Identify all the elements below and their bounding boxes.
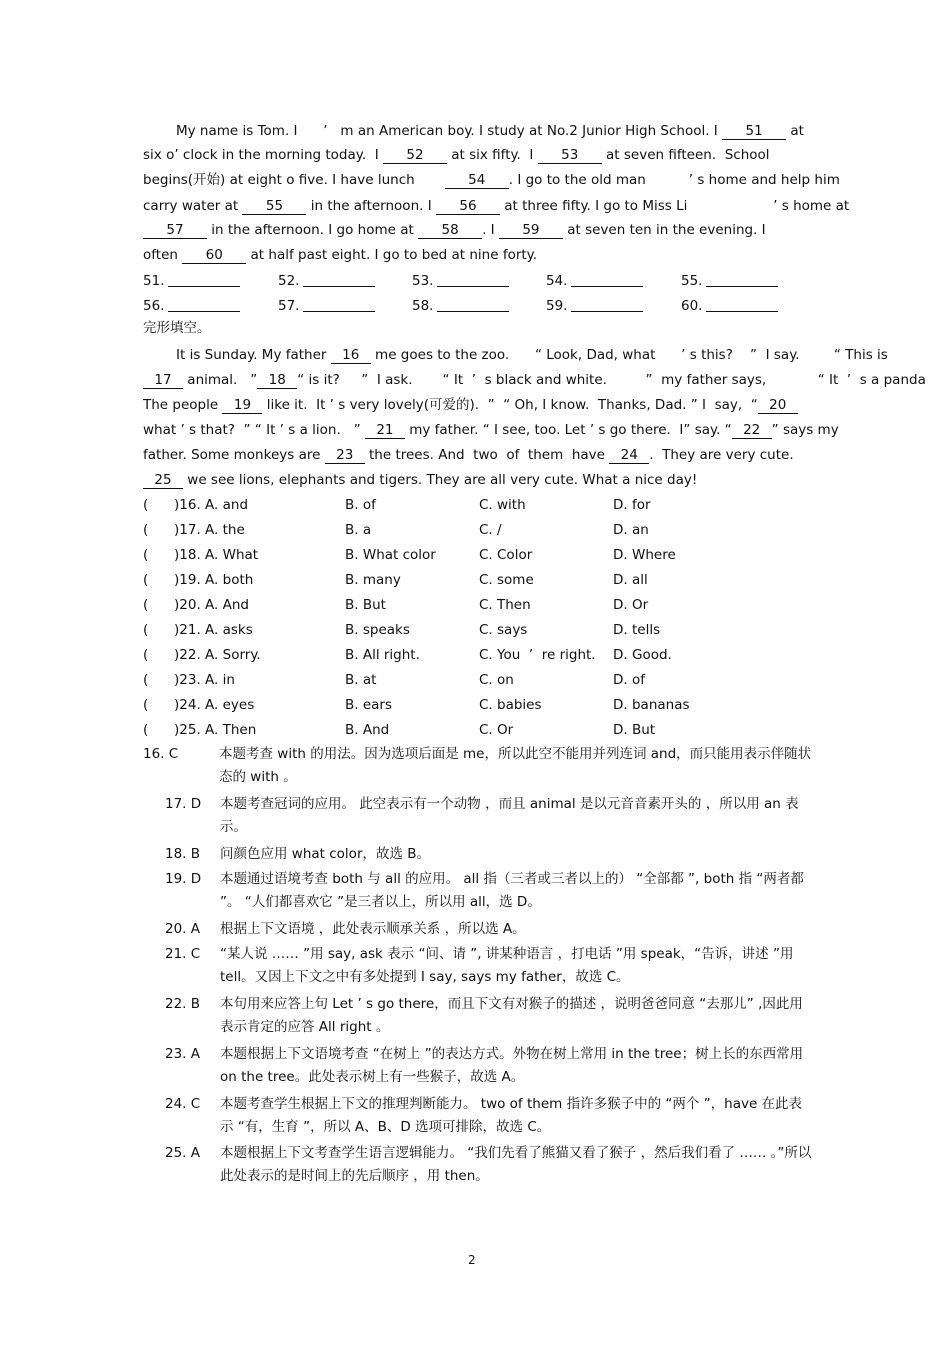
- answer-blank[interactable]: [681, 272, 778, 290]
- answer-blank-label: 53.: [412, 273, 434, 289]
- question-option-c: C. /: [479, 522, 502, 538]
- answer-key: 16. C: [143, 746, 179, 762]
- blank-number: 58: [418, 222, 482, 239]
- answer-blank[interactable]: [143, 297, 240, 315]
- explanation-text: 本题考查学生根据上下文的推理判断能力。 two of them 指许多猴子中的 “两个 ”，have 在此表示 “有，生育 ”，所以 A、B、D 选项可排除，故选 C。: [220, 1096, 803, 1135]
- question-option-a: ( )23. A. in: [143, 672, 235, 688]
- answer-blank-label: 57.: [278, 298, 300, 314]
- question-option-c: C. says: [479, 622, 528, 638]
- answer-explanation: [165, 868, 815, 914]
- answer-blank[interactable]: [278, 297, 375, 315]
- question-option-d: D. Good.: [613, 647, 672, 663]
- answer-blank-line: [706, 272, 778, 287]
- answer-key: 23. A: [165, 1046, 200, 1062]
- blank-number: 22: [732, 422, 772, 439]
- explanation-text: 本题考查 with 的用法。因为选项后面是 me，所以此空不能用并列连词 and，而只能用表示伴随状态的 with 。: [219, 746, 812, 785]
- answer-blank-label: 55.: [681, 273, 703, 289]
- question-option-d: D. for: [613, 497, 651, 513]
- question-option-c: C. babies: [479, 697, 542, 713]
- question-option-a: ( )17. A. the: [143, 522, 245, 538]
- blank-number: 17: [143, 372, 183, 389]
- question-option-b: B. All right.: [345, 647, 420, 663]
- question-option-b: B. many: [345, 572, 401, 588]
- passage-text: me goes to the zoo. “ Look, Dad, what ’ s this? ” I say. “ This is: [370, 347, 888, 363]
- blank-number: 55: [242, 198, 306, 215]
- blank-number: 19: [222, 397, 262, 414]
- passage-text: we see lions, elephants and tigers. They are all very cute. What a nice day!: [183, 472, 698, 488]
- answer-blank[interactable]: [412, 272, 509, 290]
- answer-blank-line: [437, 297, 509, 312]
- question-option-d: D. Where: [613, 547, 676, 563]
- answer-blank[interactable]: [546, 297, 643, 315]
- answer-blank[interactable]: [546, 272, 643, 290]
- explanation-text: “某人说 …… ”用 say, ask 表示 “问、请 ”, 讲某种语言 ，打电话 ”用 speak，“告诉，讲述 ”用 tell。又因上下文之中有多处提到 I say, says my father，故选 C。: [220, 946, 794, 985]
- passage-text: father. Some monkeys are: [143, 447, 325, 463]
- question-option-d: D. an: [613, 522, 649, 538]
- answer-key: 21. C: [165, 946, 201, 962]
- answer-explanation: [165, 1142, 815, 1188]
- blank-number: 20: [758, 397, 798, 414]
- question-option-a: ( )22. A. Sorry.: [143, 647, 261, 663]
- question-option-c: C. with: [479, 497, 526, 513]
- question-option-a: ( )16. A. and: [143, 497, 249, 513]
- blank-number: 16: [331, 347, 371, 364]
- answer-key: 24. C: [165, 1096, 201, 1112]
- answer-explanation: [165, 1043, 815, 1089]
- passage-line: [143, 171, 840, 189]
- passage-text: at: [786, 123, 804, 139]
- passage-text: often: [143, 247, 183, 263]
- passage-text: at seven ten in the evening. I: [562, 222, 766, 238]
- question-option-d: D. of: [613, 672, 645, 688]
- passage-text: my father. “ I see, too. Let ’ s go there. I” say. “: [404, 422, 732, 438]
- passage-text: ” says my: [771, 422, 839, 438]
- question-option-b: B. at: [345, 672, 377, 688]
- explanation-text: 本句用来应答上句 Let ’ s go there，而且下文有对猴子的描述 ，说明爸爸同意 “去那儿” ,因此用表示肯定的应答 All right 。: [220, 996, 803, 1035]
- blank-number: 54: [445, 172, 509, 189]
- explanation-text: 本题根据上下文语境考查 “在树上 ”的表达方式。外物在树上常用 in the tree；树上长的东西常用 on the tree。此处表示树上有一些猴子，故选 A。: [220, 1046, 804, 1085]
- passage-line: [143, 246, 537, 264]
- question-option-b: B. But: [345, 597, 386, 613]
- blank-number: 60: [182, 247, 246, 264]
- answer-blank-label: 54.: [546, 273, 568, 289]
- answer-blank[interactable]: [278, 272, 375, 290]
- question-option-a: ( )20. A. And: [143, 597, 249, 613]
- passage-text: the trees. And two of them have: [364, 447, 610, 463]
- question-option-b: B. ears: [345, 697, 393, 713]
- answer-blank-label: 51.: [143, 273, 165, 289]
- answer-blank-label: 52.: [278, 273, 300, 289]
- explanation-text: 本题通过语境考查 both 与 all 的应用。 all 指（三者或三者以上的） “全部都 ”, both 指 “两者都 ”。 “人们都喜欢它 ”是三者以上，所以用 all，选 D。: [220, 871, 804, 910]
- question-option-d: D. bananas: [613, 697, 690, 713]
- blank-number: 24: [609, 447, 649, 464]
- passage-text: . I go to the old man ’ s home and help him: [508, 172, 840, 188]
- answer-blank-line: [303, 272, 375, 287]
- answer-blank-label: 58.: [412, 298, 434, 314]
- question-option-d: D. But: [613, 722, 656, 738]
- passage-text: The people: [143, 397, 223, 413]
- answer-explanation: [165, 943, 815, 989]
- answer-blank-label: 56.: [143, 298, 165, 314]
- question-option-c: C. on: [479, 672, 514, 688]
- question-option-b: B. And: [345, 722, 390, 738]
- passage-line: [143, 421, 839, 439]
- passage-text: at three fifty. I go to Miss Li ’ s home at: [499, 198, 850, 214]
- answer-key: 18. B: [165, 846, 201, 862]
- answer-blank-label: 59.: [546, 298, 568, 314]
- question-option-d: D. tells: [613, 622, 661, 638]
- answer-blank[interactable]: [143, 272, 240, 290]
- passage-text: . They are very cute.: [649, 447, 794, 463]
- answer-key: 17. D: [165, 796, 202, 812]
- passage-line: [143, 396, 798, 414]
- passage-text: at six fifty. I: [446, 147, 538, 163]
- answer-blank-line: [168, 297, 240, 312]
- section-title: 完形填空。: [143, 320, 211, 336]
- passage-text: My name is Tom. I ’ m an American boy. I study at No.2 Junior High School. I: [176, 123, 723, 139]
- question-option-c: C. You ’ re right.: [479, 647, 596, 663]
- explanation-text: 问颜色应用 what color，故选 B。: [220, 846, 431, 862]
- question-option-b: B. a: [345, 522, 372, 538]
- answer-blank-line: [303, 297, 375, 312]
- passage-line: [176, 346, 888, 364]
- passage-text: at seven fifteen. School: [601, 147, 770, 163]
- answer-blank-label: 60.: [681, 298, 703, 314]
- question-option-b: B. speaks: [345, 622, 410, 638]
- answer-explanation: [165, 1093, 815, 1139]
- answer-key: 19. D: [165, 871, 202, 887]
- question-option-b: B. What color: [345, 547, 436, 563]
- question-option-b: B. of: [345, 497, 376, 513]
- passage-text: in the afternoon. I go home at: [207, 222, 419, 238]
- answer-explanation: [165, 793, 815, 839]
- passage-text: what ’ s that? ” “ It ’ s a lion. ”: [143, 422, 365, 438]
- explanation-text: 本题考查冠词的应用。 此空表示有一个动物 ，而且 animal 是以元音音素开头的 ，所以用 an 表示。: [220, 796, 799, 835]
- passage-line: [143, 146, 770, 164]
- passage-line: [143, 446, 794, 464]
- passage-line: [143, 197, 849, 215]
- answer-blank-line: [168, 272, 240, 287]
- passage-text: at half past eight. I go to bed at nine forty.: [246, 247, 538, 263]
- blank-number: 18: [257, 372, 297, 389]
- explanation-text: 根据上下文语境 ，此处表示顺承关系 ，所以选 A。: [220, 921, 526, 937]
- passage-text: in the afternoon. I: [306, 198, 436, 214]
- answer-key: 22. B: [165, 996, 201, 1012]
- blank-number: 52: [383, 147, 447, 164]
- passage-line: [143, 371, 926, 389]
- passage-line: [143, 471, 697, 489]
- answer-explanation: [165, 918, 815, 941]
- question-option-c: C. Then: [479, 597, 531, 613]
- answer-key: 25. A: [165, 1145, 200, 1161]
- passage-line: [176, 122, 804, 140]
- answer-blank[interactable]: [681, 297, 778, 315]
- passage-text: . I: [482, 222, 499, 238]
- blank-number: 23: [325, 447, 365, 464]
- question-option-c: C. Color: [479, 547, 533, 563]
- question-option-a: ( )25. A. Then: [143, 722, 257, 738]
- blank-number: 51: [722, 123, 786, 140]
- blank-number: 56: [436, 198, 500, 215]
- answer-explanation: [165, 993, 815, 1039]
- passage-text: “ is it? ” I ask. “ It ’ s black and white. ” my father says, “ It ’ s a panda: [297, 372, 926, 388]
- blank-number: 53: [538, 147, 602, 164]
- passage-text: It is Sunday. My father: [176, 347, 331, 363]
- question-option-c: C. Or: [479, 722, 514, 738]
- question-option-a: ( )21. A. asks: [143, 622, 253, 638]
- passage-text: begins(开始) at eight o five. I have lunch: [143, 172, 445, 188]
- answer-blank-line: [437, 272, 509, 287]
- answer-blank[interactable]: [412, 297, 509, 315]
- question-option-c: C. some: [479, 572, 534, 588]
- question-option-a: ( )18. A. What: [143, 547, 259, 563]
- passage-text: carry water at: [143, 198, 243, 214]
- blank-number: 59: [499, 222, 563, 239]
- answer-key: 20. A: [165, 921, 200, 937]
- question-option-a: ( )19. A. both: [143, 572, 254, 588]
- passage-text: animal. ”: [183, 372, 258, 388]
- question-option-d: D. all: [613, 572, 648, 588]
- answer-blank-line: [571, 297, 643, 312]
- blank-number: 57: [143, 222, 207, 239]
- blank-number: 25: [143, 472, 183, 489]
- answer-blank-line: [571, 272, 643, 287]
- answer-explanation: [165, 843, 815, 866]
- passage-text: like it. It ’ s very lovely(可爱的). ” “ Oh, I know. Thanks, Dad. ” I say, “: [262, 397, 758, 413]
- page-number: 2: [468, 1253, 476, 1267]
- question-option-d: D. Or: [613, 597, 649, 613]
- question-option-a: ( )24. A. eyes: [143, 697, 255, 713]
- passage-line: [143, 221, 766, 239]
- passage-text: six o’ clock in the morning today. I: [143, 147, 383, 163]
- explanation-text: 本题根据上下文考查学生语言逻辑能力。 “我们先看了熊猫又看了猴子 ，然后我们看了 …… 。”所以此处表示的是时间上的先后顺序 ，用 then。: [220, 1145, 812, 1184]
- blank-number: 21: [365, 422, 405, 439]
- answer-explanation: [143, 743, 813, 789]
- answer-blank-line: [706, 297, 778, 312]
